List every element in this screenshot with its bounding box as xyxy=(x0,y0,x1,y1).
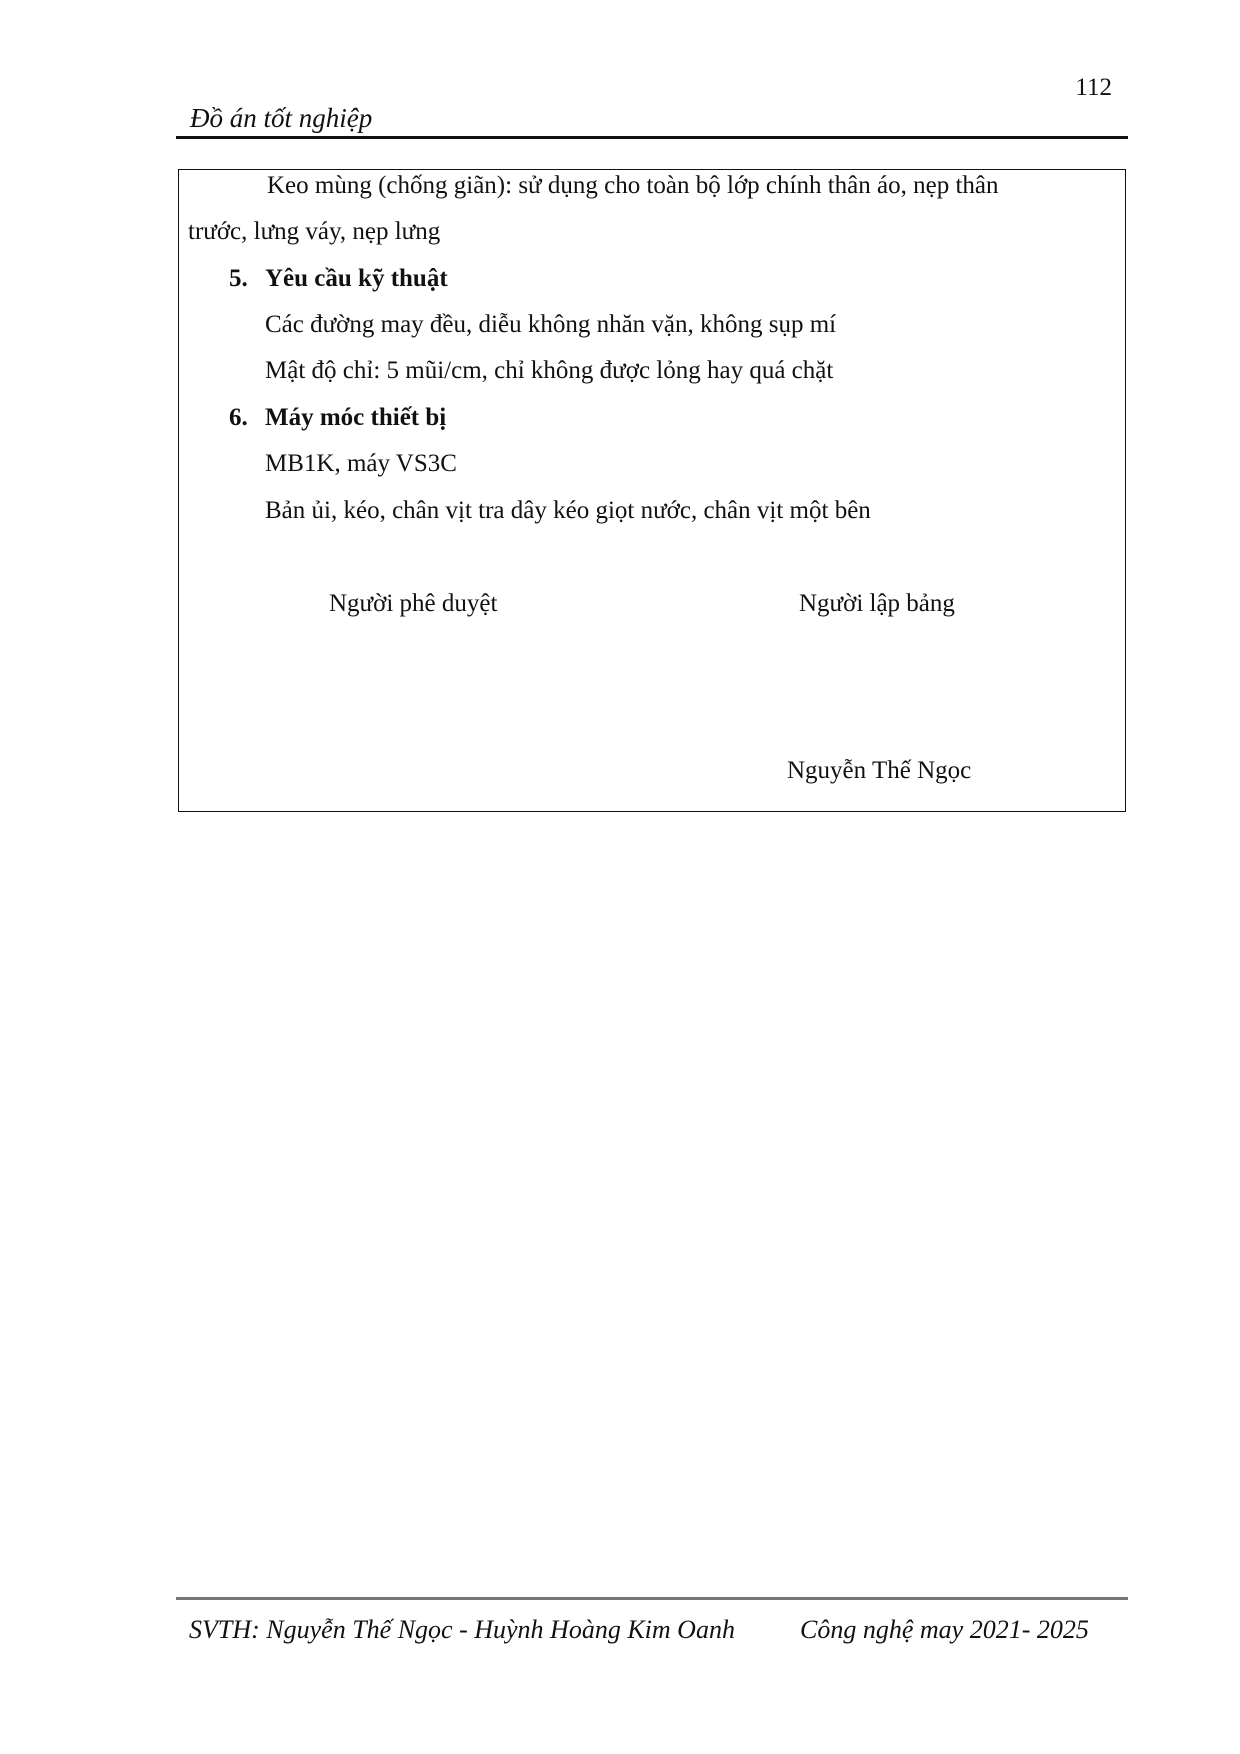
preparer-label: Người lập bảng xyxy=(799,590,955,617)
section-5-item-1: Các đường may đều, diễu không nhăn vặn, không sụp mí xyxy=(265,311,837,338)
page-number: 112 xyxy=(1075,74,1112,101)
content-box xyxy=(178,169,1126,812)
footer-rule xyxy=(176,1597,1128,1600)
section-5-number: 5. xyxy=(229,265,248,292)
header-rule xyxy=(176,136,1128,139)
header-title: Đồ án tốt nghiệp xyxy=(190,103,373,133)
preparer-name: Nguyễn Thế Ngọc xyxy=(787,757,972,784)
section-6-item-2: Bản ủi, kéo, chân vịt tra dây kéo giọt nước, chân vịt một bên xyxy=(265,497,871,524)
interlining-text-line-1: Keo mùng (chống giãn): sử dụng cho toàn bộ lớp chính thân áo, nẹp thân xyxy=(267,172,999,199)
footer-students: SVTH: Nguyễn Thế Ngọc - Huỳnh Hoàng Kim Oanh xyxy=(189,1615,735,1644)
section-5-item-2: Mật độ chỉ: 5 mũi/cm, chỉ không được lỏng hay quá chặt xyxy=(265,357,834,384)
approver-label: Người phê duyệt xyxy=(329,590,498,617)
section-5-title: Yêu cầu kỹ thuật xyxy=(265,265,448,292)
section-6-number: 6. xyxy=(229,404,248,431)
footer-program: Công nghệ may 2021- 2025 xyxy=(800,1615,1089,1644)
interlining-text-line-2: trước, lưng váy, nẹp lưng xyxy=(188,218,441,245)
section-6-item-1: MB1K, máy VS3C xyxy=(265,450,457,477)
section-6-title: Máy móc thiết bị xyxy=(265,404,447,431)
